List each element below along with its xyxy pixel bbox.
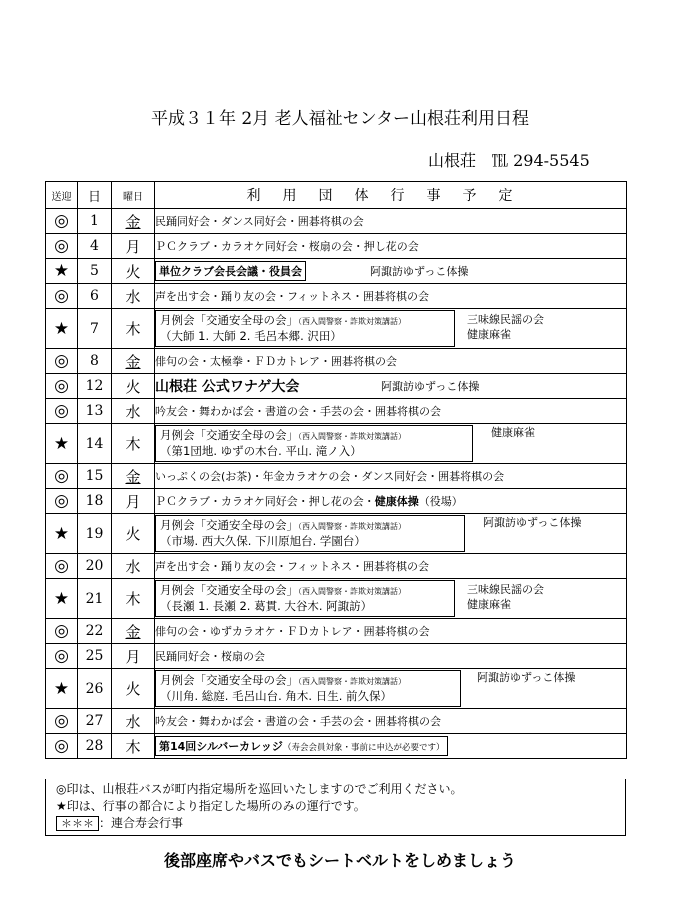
- day-cell: 18: [78, 489, 112, 514]
- weekday-cell: 木: [112, 734, 155, 759]
- weekday-cell: 水: [112, 399, 155, 424]
- day-cell: 8: [78, 349, 112, 374]
- weekday-cell: 金: [112, 464, 155, 489]
- events-cell: 吟友会・舞わかば会・書道の会・手芸の会・囲碁将棋の会: [155, 709, 627, 734]
- phone-number: 山根荘 ℡ 294-5545: [428, 151, 590, 170]
- side-event: 三味線民謡の会 健康麻雀: [467, 313, 544, 341]
- weekday-cell: 火: [112, 259, 155, 284]
- day-cell: 27: [78, 709, 112, 734]
- weekday-cell: 火: [112, 514, 155, 554]
- events-cell: ＰＣクラブ・カラオケ同好会・押し花の会・健康体操（役場）: [155, 489, 627, 514]
- page-title: 平成３１年 2月 老人福祉センター山根荘利用日程: [151, 109, 529, 129]
- day-cell: 25: [78, 644, 112, 669]
- special-event: 山根荘 公式ワナゲ大会: [155, 379, 300, 395]
- events-cell: 俳句の会・ゆずカラオケ・ＦＤカトレア・囲碁将棋の会: [155, 619, 627, 644]
- day-cell: 1: [78, 209, 112, 234]
- events-cell: 民踊同好会・桜扇の会: [155, 644, 627, 669]
- bus-mark: ★: [46, 579, 78, 619]
- side-event: 阿諏訪ゆずっこ体操: [381, 380, 480, 393]
- bus-mark: ◎: [46, 234, 78, 259]
- table-row: [46, 554, 627, 579]
- weekday-cell: 水: [112, 284, 155, 309]
- table-header-row: [46, 182, 627, 209]
- side-event: 阿諏訪ゆずっこ体操: [483, 516, 582, 529]
- event-box: 月例会「交通安全母の会」（西入間警察・詐欺対策講話） （長瀬 1. 長瀬 2. 葛貫. 大谷木. 阿諏訪）: [155, 580, 455, 617]
- weekday-cell: 金: [112, 619, 155, 644]
- table-row: [46, 489, 627, 514]
- table-row: [46, 259, 627, 284]
- bus-mark: ◎: [46, 644, 78, 669]
- events-cell: [155, 374, 627, 399]
- note-circle: ◎印は、山根荘バスが町内指定場所を巡回いたしますのでご利用ください。: [56, 782, 463, 796]
- table-row: [46, 284, 627, 309]
- event-box: 第14回シルバーカレッジ（寿会会員対象・事前に申込が必要です）: [155, 736, 448, 756]
- table-row: [46, 514, 627, 554]
- event-box: 月例会「交通安全母の会」（西入間警察・詐欺対策講話） （大師 1. 大師 2. 毛呂本郷. 沢田）: [155, 310, 455, 347]
- header-day: 日: [78, 182, 112, 209]
- weekday-cell: 金: [112, 209, 155, 234]
- events-cell: いっぷくの会(お茶)・年金カラオケの会・ダンス同好会・囲碁将棋の会: [155, 464, 627, 489]
- table-row: [46, 619, 627, 644]
- day-cell: 6: [78, 284, 112, 309]
- header-events: 利用団体行事予定: [155, 182, 627, 209]
- day-cell: 13: [78, 399, 112, 424]
- table-row: [46, 399, 627, 424]
- bus-mark: ◎: [46, 349, 78, 374]
- events-cell: 吟友会・舞わかば会・書道の会・手芸の会・囲碁将棋の会: [155, 399, 627, 424]
- weekday-cell: 月: [112, 644, 155, 669]
- bus-mark: ◎: [46, 489, 78, 514]
- table-row: [46, 709, 627, 734]
- weekday-cell: 月: [112, 234, 155, 259]
- day-cell: 19: [78, 514, 112, 554]
- events-cell: [155, 309, 627, 349]
- side-event: 阿諏訪ゆずっこ体操: [370, 265, 469, 278]
- weekday-cell: 金: [112, 349, 155, 374]
- bus-mark: ◎: [46, 554, 78, 579]
- day-cell: 21: [78, 579, 112, 619]
- weekday-cell: 木: [112, 309, 155, 349]
- table-row: [46, 424, 627, 464]
- bus-mark: ◎: [46, 374, 78, 399]
- day-cell: 7: [78, 309, 112, 349]
- bus-mark: ◎: [46, 209, 78, 234]
- day-cell: 15: [78, 464, 112, 489]
- events-cell: 民踊同好会・ダンス同好会・囲碁将棋の会: [155, 209, 627, 234]
- table-row: [46, 209, 627, 234]
- events-cell: [155, 424, 627, 464]
- bus-mark: ◎: [46, 464, 78, 489]
- note-union: ＊＊＊ ：連合寿会行事: [56, 815, 625, 832]
- table-row: [46, 374, 627, 399]
- bus-mark: ★: [46, 259, 78, 284]
- events-cell: 声を出す会・踊り友の会・フィットネス・囲碁将棋の会: [155, 554, 627, 579]
- note-star: ★印は、行事の都合により指定した場所のみの運行です。: [56, 799, 366, 813]
- weekday-cell: 火: [112, 374, 155, 399]
- bus-mark: ◎: [46, 619, 78, 644]
- seatbelt-notice: 後部座席やバスでもシートベルトをしめましょう: [163, 851, 516, 870]
- bus-mark: ◎: [46, 734, 78, 759]
- schedule-table: [45, 181, 627, 759]
- weekday-cell: 木: [112, 424, 155, 464]
- table-row: [46, 349, 627, 374]
- header-weekday: 曜日: [112, 182, 155, 209]
- events-cell: ＰＣクラブ・カラオケ同好会・桜扇の会・押し花の会: [155, 234, 627, 259]
- table-row: [46, 234, 627, 259]
- table-row: [46, 579, 627, 619]
- table-row: [46, 669, 627, 709]
- events-cell: [155, 734, 627, 759]
- table-row: [46, 644, 627, 669]
- bus-mark: ★: [46, 514, 78, 554]
- notes-box: [45, 779, 626, 836]
- bus-mark: ★: [46, 669, 78, 709]
- side-event: 健康麻雀: [491, 426, 535, 439]
- day-cell: 14: [78, 424, 112, 464]
- weekday-cell: 火: [112, 669, 155, 709]
- events-cell: 俳句の会・太極拳・ＦＤカトレア・囲碁将棋の会: [155, 349, 627, 374]
- day-cell: 4: [78, 234, 112, 259]
- event-box: 単位クラブ会長会議・役員会: [155, 261, 306, 281]
- bus-mark: ★: [46, 424, 78, 464]
- side-event: 阿諏訪ゆずっこ体操: [477, 671, 576, 684]
- events-cell: [155, 669, 627, 709]
- weekday-cell: 水: [112, 709, 155, 734]
- table-row: [46, 734, 627, 759]
- bus-mark: ◎: [46, 399, 78, 424]
- events-cell: [155, 514, 627, 554]
- table-row: [46, 309, 627, 349]
- events-cell: [155, 259, 627, 284]
- day-cell: 28: [78, 734, 112, 759]
- bus-mark: ◎: [46, 284, 78, 309]
- events-cell: 声を出す会・踊り友の会・フィットネス・囲碁将棋の会: [155, 284, 627, 309]
- weekday-cell: 木: [112, 579, 155, 619]
- day-cell: 26: [78, 669, 112, 709]
- header-sougei: 送迎: [46, 182, 78, 209]
- weekday-cell: 月: [112, 489, 155, 514]
- day-cell: 20: [78, 554, 112, 579]
- day-cell: 22: [78, 619, 112, 644]
- event-box: 月例会「交通安全母の会」（西入間警察・詐欺対策講話） （市場. 西大久保. 下川原旭台. 学園台）: [155, 515, 465, 552]
- bus-mark: ★: [46, 309, 78, 349]
- weekday-cell: 水: [112, 554, 155, 579]
- day-cell: 12: [78, 374, 112, 399]
- bus-mark: ◎: [46, 709, 78, 734]
- event-box: 月例会「交通安全母の会」（西入間警察・詐欺対策講話） （第1団地. ゆずの木台. 平山. 滝ノ入）: [155, 425, 473, 462]
- day-cell: 5: [78, 259, 112, 284]
- event-box: 月例会「交通安全母の会」（西入間警察・詐欺対策講話） （川角. 総庭. 毛呂山台. 角木. 日生. 前久保）: [155, 670, 461, 707]
- table-row: [46, 464, 627, 489]
- side-event: 三味線民謡の会 健康麻雀: [467, 583, 544, 611]
- events-cell: [155, 579, 627, 619]
